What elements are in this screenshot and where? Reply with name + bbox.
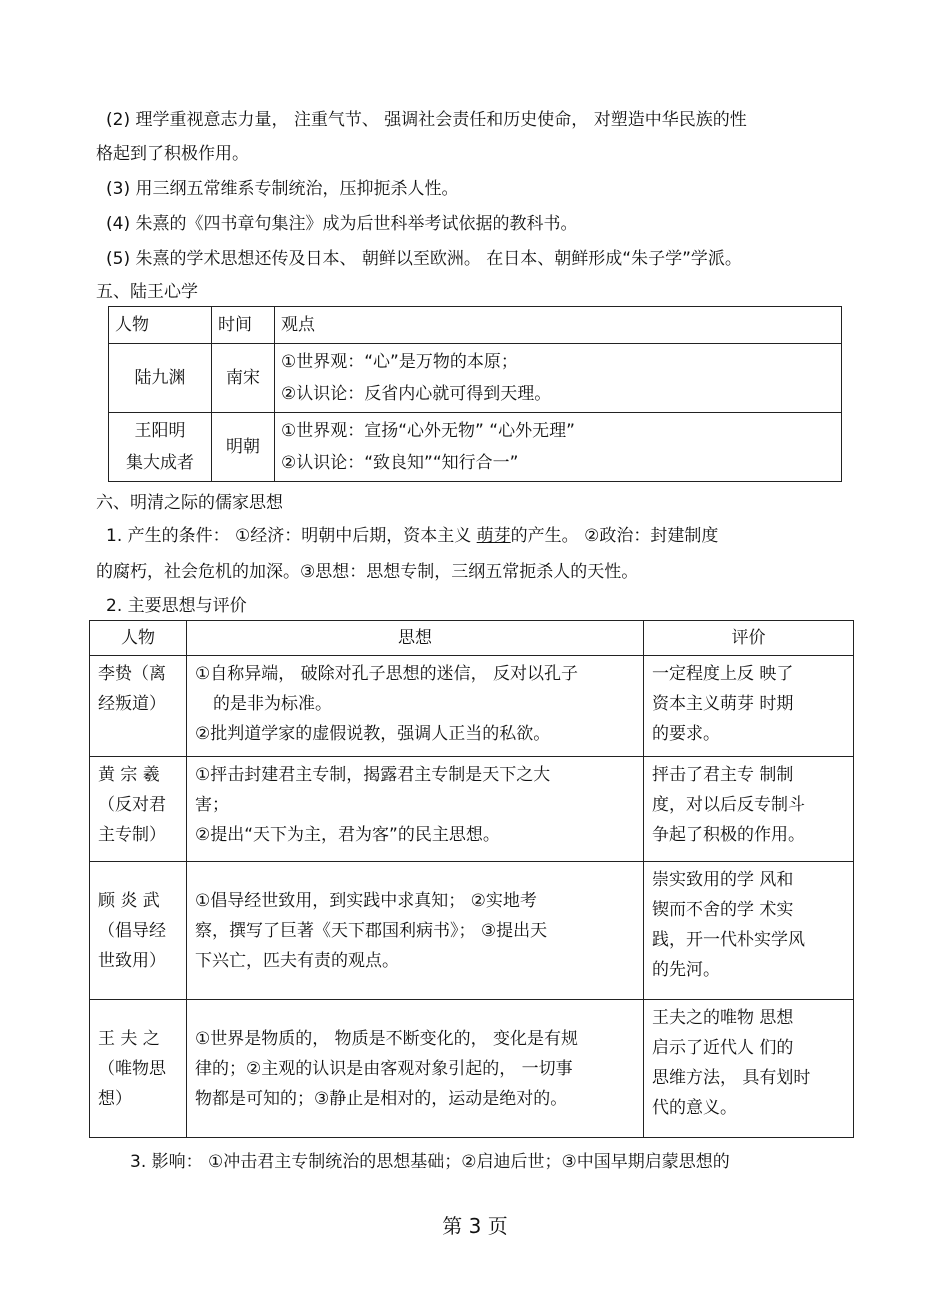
- eval-line: 的要求。: [652, 724, 720, 744]
- eval-line: 度，对以后反专制斗: [652, 795, 805, 815]
- time-cell: 明朝: [212, 413, 275, 482]
- person-text: 王 夫 之: [98, 1028, 160, 1049]
- eval-line: 启示了近代人 们的: [652, 1038, 794, 1058]
- eval-line: 争起了积极的作用。: [652, 825, 805, 845]
- section-5-title: 五、陆王心学: [96, 282, 198, 302]
- para-2-line2: 格起到了积极作用。: [96, 144, 249, 164]
- view-line: ①世界观：宣扬“心外无物” “心外无理”: [281, 421, 575, 441]
- conditions-text: 1. 产生的条件： ①经济：明朝中后期，资本主义: [106, 526, 477, 546]
- table-row: [109, 344, 842, 413]
- eval-line: 思维方法， 具有划时: [652, 1068, 811, 1088]
- underlined-term: 萌芽: [476, 526, 511, 546]
- person-text: 黄 宗 羲: [98, 765, 160, 785]
- thought-cell: [187, 862, 644, 1000]
- thought-line: 的是非为标准。: [213, 694, 332, 714]
- person-text: 主专制）: [98, 825, 166, 845]
- table-row: [90, 862, 854, 1000]
- page-number: 第 3 页: [442, 1214, 508, 1238]
- thought-cell: [187, 1000, 644, 1138]
- person-text: （倡导经: [98, 920, 166, 941]
- person-cell: 陆九渊: [109, 344, 212, 413]
- thought-line: 律的；②主观的认识是由客观对象引起的， 一切事: [195, 1058, 573, 1079]
- conditions-text: 的产生。 ②政治：封建制度: [510, 526, 719, 546]
- person-cell: [90, 1000, 187, 1138]
- para-4: (4) 朱熹的《四书章句集注》成为后世科举考试依据的教科书。: [106, 214, 578, 234]
- thought-line: ②批判道学家的虚假说教，强调人正当的私欲。: [195, 724, 551, 744]
- table-header-row: [109, 307, 842, 344]
- impact-line: 3. 影响： ①冲击君主专制统治的思想基础；②启迪后世；③中国早期启蒙思想的: [130, 1152, 730, 1172]
- conditions-line2: 的腐朽，社会危机的加深。③思想：思想专制，三纲五常扼杀人的天性。: [96, 562, 639, 582]
- eval-line: 崇实致用的学 风和: [652, 870, 794, 890]
- person-text: 世致用）: [98, 950, 166, 971]
- thought-line: 物都是可知的；③静止是相对的，运动是绝对的。: [195, 1088, 568, 1109]
- header-person: 人物: [90, 621, 187, 656]
- luwang-table: [108, 306, 842, 482]
- thought-line: ①倡导经世致用，到实践中求真知； ②实地考: [195, 890, 537, 911]
- time-cell: 南宋: [212, 344, 275, 413]
- person-cell: [90, 656, 187, 757]
- header-time: 时间: [212, 307, 275, 344]
- header-thought: 思想: [187, 621, 644, 656]
- subheading-2: 2. 主要思想与评价: [106, 596, 247, 616]
- person-cell: [90, 862, 187, 1000]
- table-row: [90, 1000, 854, 1138]
- table-header-row: [90, 621, 854, 656]
- person-text: 李贽（离: [98, 664, 166, 684]
- person-text: 经叛道）: [98, 694, 166, 714]
- thought-line: 下兴亡，匹夫有责的观点。: [195, 950, 399, 971]
- view-cell: [275, 344, 842, 413]
- thought-line: 察，撰写了巨著《天下郡国利病书》； ③提出天: [195, 920, 548, 941]
- table-row: [90, 757, 854, 862]
- header-person: 人物: [109, 307, 212, 344]
- para-3: (3) 用三纲五常维系专制统治，压抑扼杀人性。: [106, 179, 459, 199]
- header-view: 观点: [275, 307, 842, 344]
- person-cell: [109, 413, 212, 482]
- conditions-line1: [106, 524, 718, 548]
- thought-line: ①抨击封建君主专制，揭露君主专制是天下之大: [195, 765, 551, 785]
- table-row: [90, 656, 854, 757]
- thinkers-table: [89, 620, 854, 1138]
- table-row: [109, 413, 842, 482]
- thought-line: 害；: [195, 795, 229, 815]
- person-cell: [90, 757, 187, 862]
- thought-line: ②提出“天下为主，君为客”的民主思想。: [195, 825, 500, 845]
- view-line: ①世界观：“心”是万物的本原；: [281, 352, 518, 372]
- person-text: （唯物思: [98, 1058, 166, 1079]
- eval-line: 一定程度上反 映了: [652, 664, 794, 684]
- thought-line: ①自称异端， 破除对孔子思想的迷信， 反对以孔子: [195, 664, 579, 684]
- section-6-title: 六、明清之际的儒家思想: [96, 493, 283, 513]
- thought-line: ①世界是物质的， 物质是不断变化的， 变化是有规: [195, 1028, 579, 1049]
- header-eval: 评价: [644, 621, 854, 656]
- eval-line: 锲而不舍的学 术实: [652, 900, 794, 920]
- view-line: ②认识论：反省内心就可得到天理。: [281, 384, 552, 404]
- person-text: 想）: [98, 1088, 132, 1109]
- view-line: ②认识论：“致良知”“知行合一”: [281, 453, 519, 473]
- view-cell: [275, 413, 842, 482]
- person-text: （反对君: [98, 795, 166, 815]
- eval-line: 王夫之的唯物 思想: [652, 1008, 794, 1028]
- thought-cell: [187, 656, 644, 757]
- eval-line: 代的意义。: [652, 1098, 737, 1118]
- eval-cell: [644, 656, 854, 757]
- person-note: 集大成者: [126, 453, 194, 473]
- eval-cell: [644, 1000, 854, 1138]
- eval-cell: [644, 862, 854, 1000]
- person-text: 顾 炎 武: [98, 890, 160, 911]
- eval-line: 资本主义萌芽 时期: [652, 694, 794, 714]
- eval-line: 的先河。: [652, 960, 720, 980]
- eval-line: 抨击了君主专 制制: [652, 765, 794, 785]
- para-5: (5) 朱熹的学术思想还传及日本、 朝鲜以至欧洲。 在日本、朝鲜形成“朱子学”学派。: [106, 249, 742, 269]
- thought-cell: [187, 757, 644, 862]
- person-name: 王阳明: [134, 421, 186, 441]
- eval-line: 践，开一代朴实学风: [652, 930, 805, 950]
- eval-cell: [644, 757, 854, 862]
- para-2-line1: (2) 理学重视意志力量， 注重气节、 强调社会责任和历史使命， 对塑造中华民族的性: [106, 110, 747, 130]
